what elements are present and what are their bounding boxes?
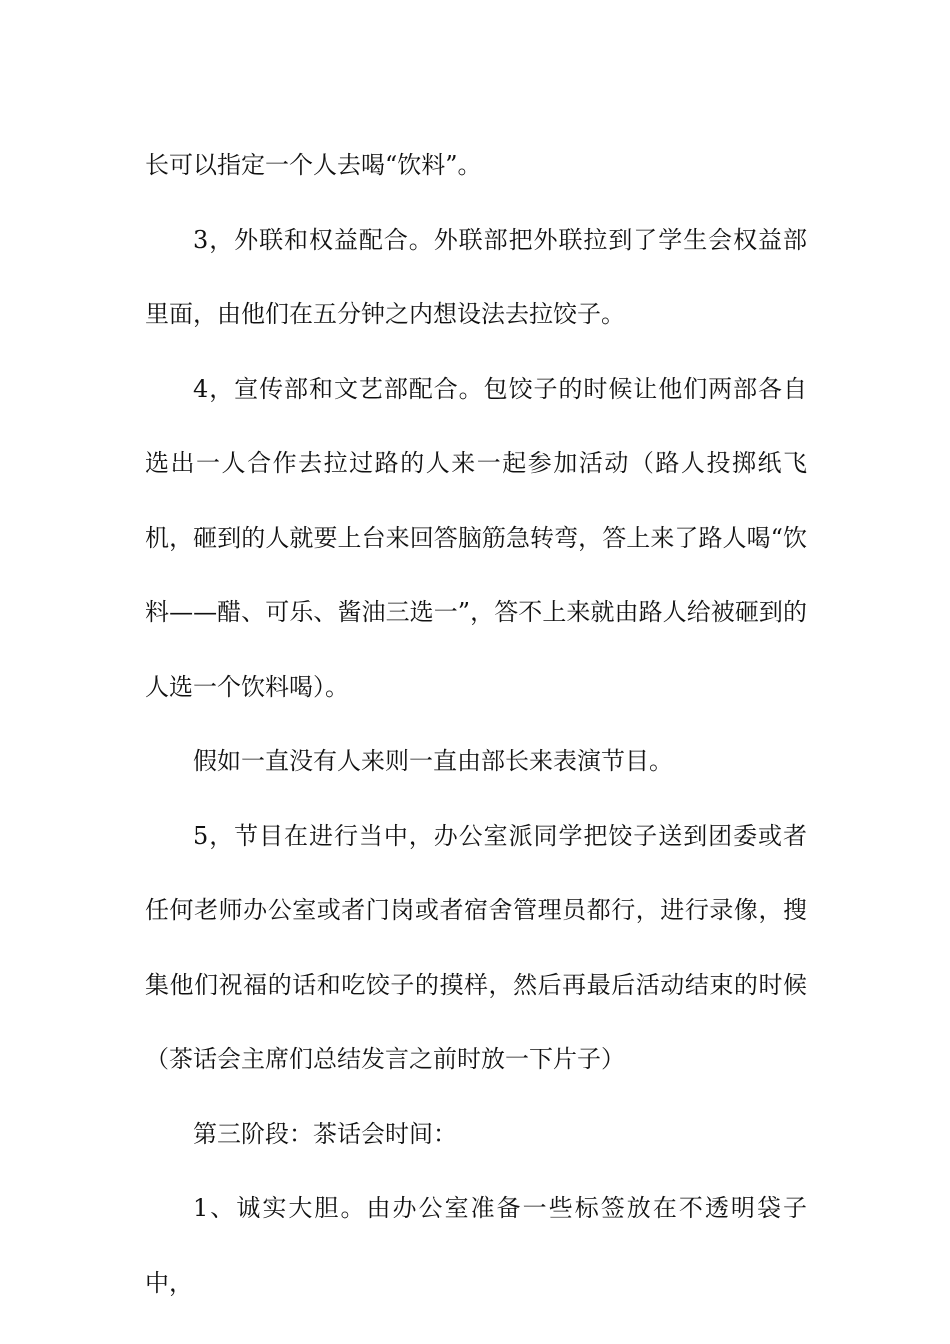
- document-body: [145, 128, 807, 1320]
- paragraph-5: 5，节目在进行当中，办公室派同学把饺子送到团委或者任何老师办公室或者门岗或者宿舍管理员都行，进行录像，搜集他们祝福的话和吃饺子的摸样，然后再最后活动结束的时候（茶话会主席们总结发言之前时放一下片子）: [145, 821, 807, 1073]
- paragraph-1: 长可以指定一个人去喝“饮料”。: [145, 151, 482, 179]
- paragraph-7: 1、诚实大胆。由办公室准备一些标签放在不透明袋子中，: [145, 1194, 807, 1297]
- paragraph-2: 3，外联和权益配合。外联部把外联拉到了学生会权益部里面，由他们在五分钟之内想设法去拉饺子。: [145, 225, 807, 328]
- paragraph-4: 假如一直没有人来则一直由部长来表演节目。: [193, 747, 673, 775]
- paragraph-3: 4，宣传部和文艺部配合。包饺子的时候让他们两部各自选出一人合作去拉过路的人来一起参加活动（路人投掷纸飞机，砸到的人就要上台来回答脑筋急转弯，答上来了路人喝“饮料——醋、可乐、酱油三选一”，答不上来就由路人给被砸到的人选一个饮料喝）。: [145, 374, 807, 701]
- paragraph-6: 第三阶段：茶话会时间：: [193, 1119, 457, 1148]
